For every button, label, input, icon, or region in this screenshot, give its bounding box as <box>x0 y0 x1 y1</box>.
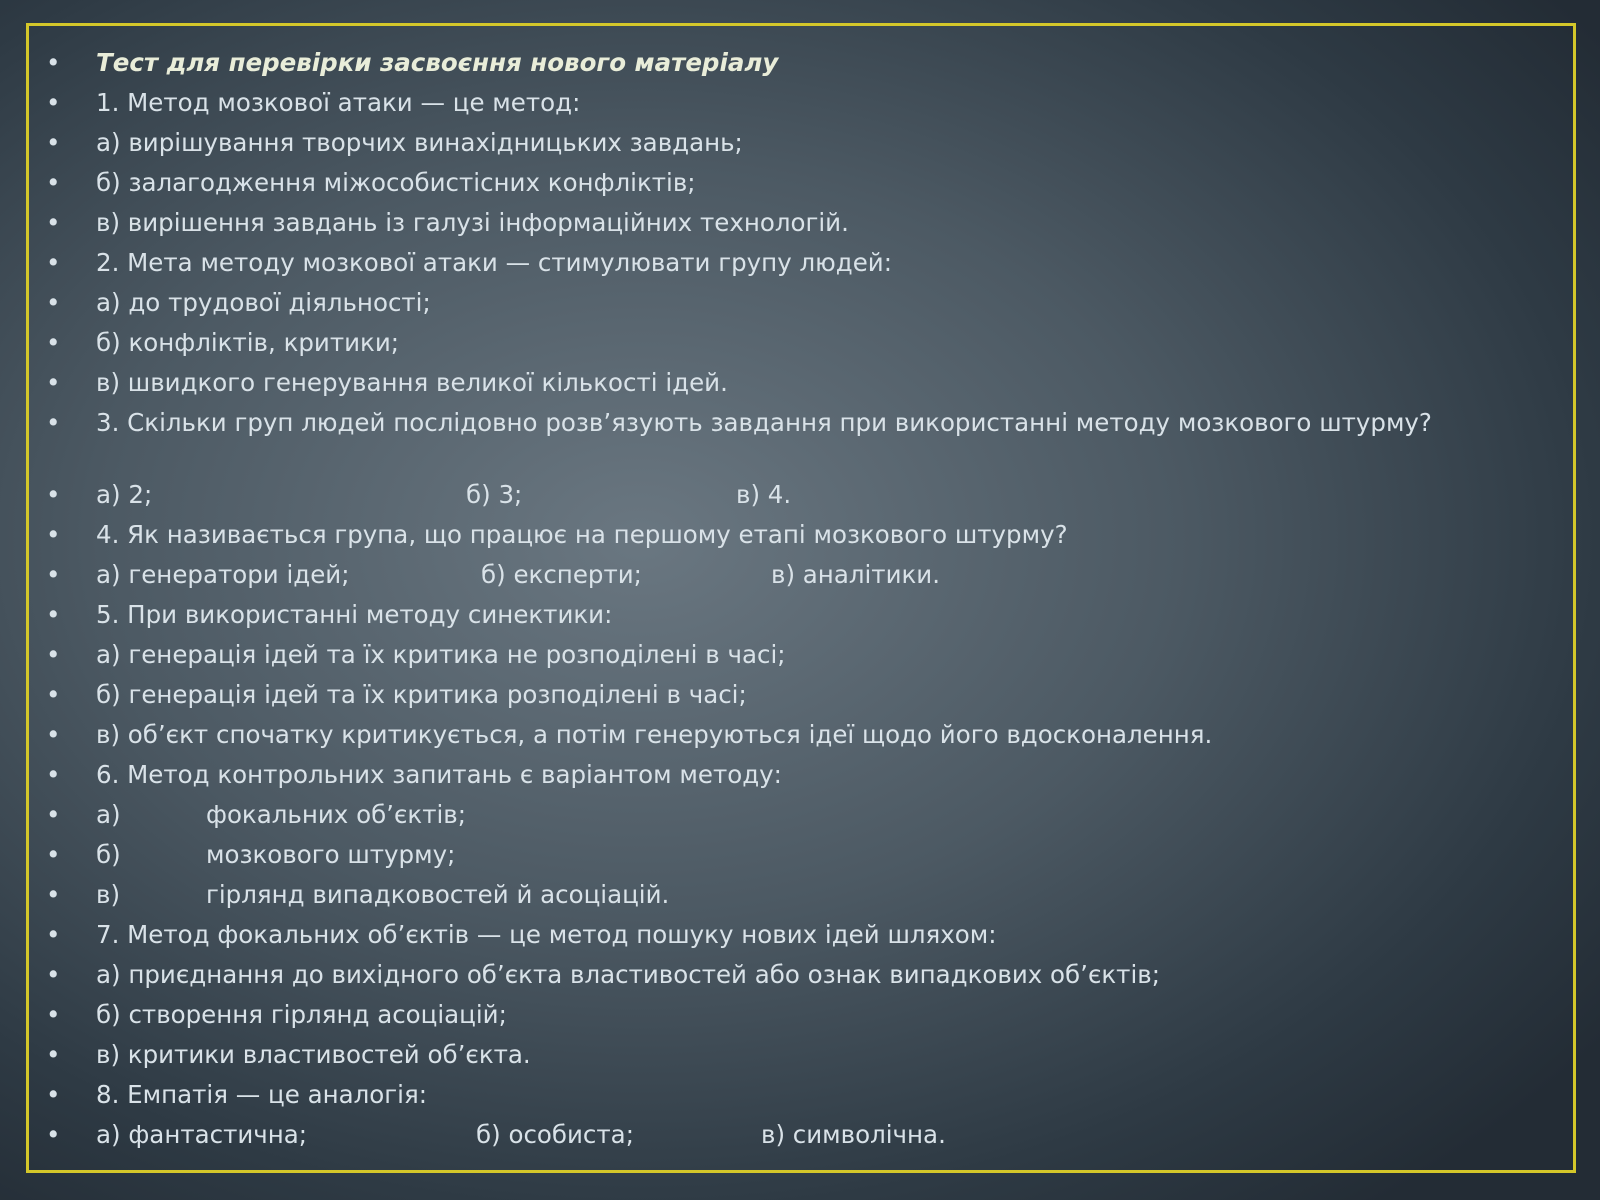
bullet-icon: • <box>46 760 61 789</box>
bullet-icon: • <box>46 168 61 197</box>
answer-6c: гірлянд випадковостей й асоціацій. <box>206 880 670 909</box>
bullet-icon: • <box>46 960 61 989</box>
answer-5b: б) генерація ідей та їх критика розподілені в часі; <box>96 680 747 709</box>
list-item <box>46 999 1536 1039</box>
answer-6c-letter: в) <box>96 880 120 909</box>
list-item-title <box>46 47 1536 87</box>
answer-4c: в) аналітики. <box>771 560 940 589</box>
answer-7c: в) критики властивостей об’єкта. <box>96 1040 531 1069</box>
bullet-icon: • <box>46 600 61 629</box>
list-item <box>46 679 1536 719</box>
list-item <box>46 167 1536 207</box>
list-item <box>46 599 1536 639</box>
bullet-icon: • <box>46 800 61 829</box>
answer-3c: в) 4. <box>736 480 792 509</box>
bullet-icon: • <box>46 408 61 437</box>
bullet-icon: • <box>46 480 61 509</box>
list-item <box>46 407 1536 479</box>
bullet-icon: • <box>46 880 61 909</box>
bullet-icon: • <box>46 1040 61 1069</box>
answer-7a: а) приєднання до вихідного об’єкта властивостей або ознак випадкових об’єктів; <box>96 960 1160 989</box>
question-5: 5. При використанні методу синектики: <box>96 600 613 629</box>
bullet-icon: • <box>46 1120 61 1149</box>
bullet-icon: • <box>46 368 61 397</box>
list-item <box>46 1079 1536 1119</box>
list-item <box>46 639 1536 679</box>
list-item <box>46 1039 1536 1079</box>
answer-5a: а) генерація ідей та їх критика не розподілені в часі; <box>96 640 786 669</box>
list-item <box>46 919 1536 959</box>
bullet-icon: • <box>46 1000 61 1029</box>
bullet-icon: • <box>46 288 61 317</box>
bullet-icon: • <box>46 208 61 237</box>
list-item <box>46 127 1536 167</box>
list-item <box>46 87 1536 127</box>
question-6: 6. Метод контрольних запитань є варіантом методу: <box>96 760 782 789</box>
bullet-icon: • <box>46 48 61 77</box>
bullet-icon: • <box>46 1080 61 1109</box>
list-item <box>46 839 1536 879</box>
bullet-icon: • <box>46 680 61 709</box>
list-item <box>46 759 1536 799</box>
list-item <box>46 879 1536 919</box>
answer-6b: мозкового штурму; <box>206 840 456 869</box>
answer-7b: б) створення гірлянд асоціацій; <box>96 1000 507 1029</box>
list-item <box>46 559 1536 599</box>
list-item <box>46 367 1536 407</box>
bullet-icon: • <box>46 88 61 117</box>
bullet-icon: • <box>46 640 61 669</box>
answer-1b: б) залагодження міжособистісних конфліктів; <box>96 168 696 197</box>
list-item <box>46 799 1536 839</box>
answer-8c: в) символічна. <box>761 1120 946 1149</box>
answer-6a: фокальних об’єктів; <box>206 800 466 829</box>
list-item <box>46 1119 1536 1159</box>
list-item <box>46 519 1536 559</box>
list-item <box>46 247 1536 287</box>
answer-4a: а) генератори ідей; <box>96 560 350 589</box>
test-list <box>46 47 1536 1159</box>
answer-4b: б) експерти; <box>481 560 642 589</box>
test-title: Тест для перевірки засвоєння нового матеріалу <box>96 48 779 77</box>
list-item <box>46 719 1536 759</box>
answer-2a: а) до трудової діяльності; <box>96 288 431 317</box>
bullet-icon: • <box>46 128 61 157</box>
bullet-icon: • <box>46 560 61 589</box>
answer-3a: а) 2; <box>96 480 153 509</box>
bullet-icon: • <box>46 840 61 869</box>
list-item <box>46 479 1536 519</box>
question-4: 4. Як називається група, що працює на першому етапі мозкового штурму? <box>96 520 1068 549</box>
answer-1a: а) вирішування творчих винахідницьких завдань; <box>96 128 743 157</box>
question-7: 7. Метод фокальних об’єктів — це метод пошуку нових ідей шляхом: <box>96 920 997 949</box>
answer-8b: б) особиста; <box>476 1120 634 1149</box>
question-3: 3. Скільки груп людей послідовно розв’язують завдання при використанні методу мозкового штурму? <box>96 408 1432 437</box>
answer-2c: в) швидкого генерування великої кількості ідей. <box>96 368 728 397</box>
bullet-icon: • <box>46 248 61 277</box>
answer-3b: б) 3; <box>466 480 523 509</box>
question-8: 8. Емпатія — це аналогія: <box>96 1080 427 1109</box>
bullet-icon: • <box>46 328 61 357</box>
question-2: 2. Мета методу мозкової атаки — стимулювати групу людей: <box>96 248 892 277</box>
answer-8a: а) фантастична; <box>96 1120 308 1149</box>
list-item <box>46 207 1536 247</box>
list-item <box>46 287 1536 327</box>
list-item <box>46 959 1536 999</box>
answer-6a-letter: а) <box>96 800 121 829</box>
bullet-icon: • <box>46 920 61 949</box>
answer-6b-letter: б) <box>96 840 121 869</box>
answer-1c: в) вирішення завдань із галузі інформаційних технологій. <box>96 208 849 237</box>
answer-2b: б) конфліктів, критики; <box>96 328 400 357</box>
list-item <box>46 327 1536 367</box>
bullet-icon: • <box>46 720 61 749</box>
bullet-icon: • <box>46 520 61 549</box>
question-1: 1. Метод мозкової атаки — це метод: <box>96 88 581 117</box>
answer-5c: в) об’єкт спочатку критикується, а потім генеруються ідеї щодо його вдосконалення. <box>96 720 1213 749</box>
